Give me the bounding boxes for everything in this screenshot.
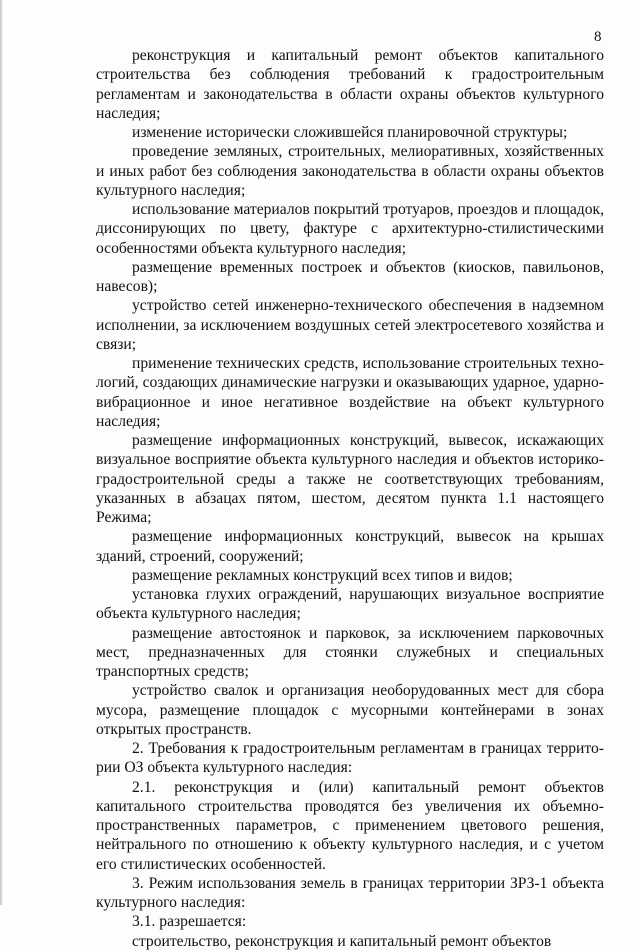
document-body <box>96 46 604 951</box>
paragraph: использование материалов покрытий тротуаров, проездов и площадок, диссонирующих по цвету, фактуре с архитектурно-стилистическими особенностями объекта культурного наследия; <box>96 201 604 257</box>
paragraph: устройство сетей инженерно-технического обеспечения в надземном исполнении, за исключением воздушных сетей электросетевого хозяйства и связи; <box>96 297 604 353</box>
paragraph: строительство, реконструкция и капитальный ремонт объектов <box>132 932 552 950</box>
paragraph: 3.1. разрешается: <box>132 913 247 931</box>
paragraph: размещение автостоянок и парковок, за исключением парковочных мест, предназначенных для стоянки служебных и специальных транспортных средств; <box>96 624 604 680</box>
paragraph: установка глухих ограждений, нарушающих визуальное восприятие объекта культурного наследия; <box>96 586 604 623</box>
scan-edge-shadow <box>0 0 3 905</box>
paragraph: размещение информационных конструкций, вывесок, искажающих визуальное восприятие объекта культурного наследия и объектов историко-градостроительной среды а также не соответствующих требованиям, указанных в абзацах пятом, шестом, десятом пункта 1.1 настоящего Режима; <box>96 432 604 526</box>
paragraph: 2.1. реконструкция и (или) капитальный ремонт объектов капитального строительства проводятся без увеличения их объемно-пространственных параметров, с применением цветового решения, нейтрального по отношению к объекту культурного наследия, и с учетом его стилистических особенностей. <box>96 778 604 873</box>
paragraph: применение технических средств, использование строительных техно-логий, создающих динамические нагрузки и оказывающих ударное, ударно-вибрационное и иное негативное воздействие на объект культурного наследия; <box>96 355 604 430</box>
paragraph: размещение информационных конструкций, вывесок на крышах зданий, строений, сооружений; <box>96 528 604 565</box>
section-heading-3: 3. Режим использования земель в границах территории ЗРЗ-1 объекта культурного наследия: <box>96 874 604 911</box>
paragraph: размещение временных построек и объектов (киосков, павильонов, навесов); <box>96 258 604 295</box>
section-heading-2: 2. Требования к градостроительным регламентам в границах террито-рии ОЗ объекта культурного наследия: <box>96 740 604 777</box>
paragraph: реконструкция и капитальный ремонт объектов капитального строительства без соблюдения требований к градостроительным регламентам и законодательства в области охраны объектов культурного наследия; <box>96 47 604 122</box>
paragraph: проведение земляных, строительных, мелиоративных, хозяйственных и иных работ без соблюдения законодательства в области охраны объектов культурного наследия; <box>96 143 604 199</box>
paragraph: устройство свалок и организация необорудованных мест для сбора мусора, размещение площадок с мусорными контейнерами в зонах открытых пространств. <box>96 682 604 738</box>
paragraph: изменение исторически сложившейся планировочной структуры; <box>132 124 568 141</box>
page-number: 8 <box>594 29 602 45</box>
paragraph: размещение рекламных конструкций всех типов и видов; <box>132 566 513 584</box>
